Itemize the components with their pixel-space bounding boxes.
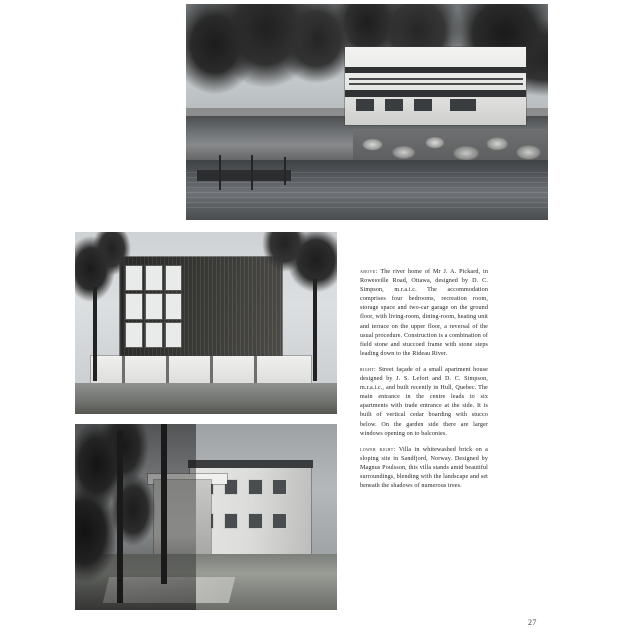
upper-terrace-band	[345, 67, 526, 72]
caption-lead-lower-right: lower right:	[360, 446, 396, 453]
photo-scene-top	[186, 4, 548, 220]
house-volume	[345, 47, 526, 125]
window-pane	[272, 479, 286, 495]
river-home-ottawa-photo	[186, 4, 548, 220]
apartment-house-hull-photo	[75, 232, 337, 414]
caption-column	[360, 268, 488, 491]
window-pane	[450, 99, 475, 111]
dock-post	[219, 155, 221, 190]
tree-canopy	[75, 232, 337, 374]
caption-lead-right: right:	[360, 366, 377, 373]
window-pane	[248, 479, 262, 495]
caption-paragraph-right	[360, 366, 488, 439]
window-pane	[414, 99, 432, 111]
page-number: 27	[528, 618, 537, 627]
dock-post	[284, 157, 286, 185]
caption-paragraph-above	[360, 268, 488, 359]
foreground-foliage	[75, 424, 196, 610]
villa-sandefjord-photo	[75, 424, 337, 610]
photo-scene-mid	[75, 232, 337, 414]
roof-edge	[188, 460, 313, 468]
caption-text-lower-right: Villa in whitewashed brick on a sloping site in Sandfjord, Norway. Designed by Magnus Poulsson, this villa stands amid beautiful surroundings, blending with the landscape and set beneath the shadows of numerous trees.	[360, 446, 488, 490]
tree-trunk	[93, 287, 97, 382]
terrace-rail-lower	[349, 83, 523, 85]
window-pane	[272, 513, 286, 529]
foreground-lawn	[75, 383, 337, 414]
caption-text-above: The river home of Mr J. A. Pickard, in Rowesville Road, Ottawa, designed by D. C. Simpson, m.r.a.i.c. The accommodation comprises four bedrooms, recreation room, storage space and two-car garage on the ground floor, with living-room, dining-room, heating unit and terrace on the upper floor, a reversal of the usual procedure. Construction is a combination of field stone and stuccoed frame with stone steps leading down to the Rideau River.	[360, 269, 488, 357]
photo-scene-bottom	[75, 424, 337, 610]
terrace-rail-upper	[349, 78, 523, 80]
lower-shadow-band	[345, 90, 526, 97]
window-pane	[248, 513, 262, 529]
window-pane	[385, 99, 403, 111]
tree-trunk	[161, 424, 167, 584]
window-pane	[224, 513, 238, 529]
river-water	[186, 160, 548, 220]
caption-lead-above: above:	[360, 269, 378, 275]
caption-paragraph-lower-right	[360, 446, 488, 491]
tree-trunk	[313, 279, 317, 381]
window-pane	[356, 99, 374, 111]
dock-platform	[197, 170, 291, 181]
dock-post	[251, 155, 253, 190]
tree-trunk	[117, 431, 123, 602]
caption-text-right: Street façade of a small apartment house designed by J. S. Lefort and D. C. Simpson, m.r.a.i.c., and built recently in Hull, Quebec. The main entrance in the centre leads to six apartments with trade entrance at the side. It is built of vertical cedar boarding with stucco below. On the garden side there are larger windows opening on to balconies.	[360, 366, 488, 437]
